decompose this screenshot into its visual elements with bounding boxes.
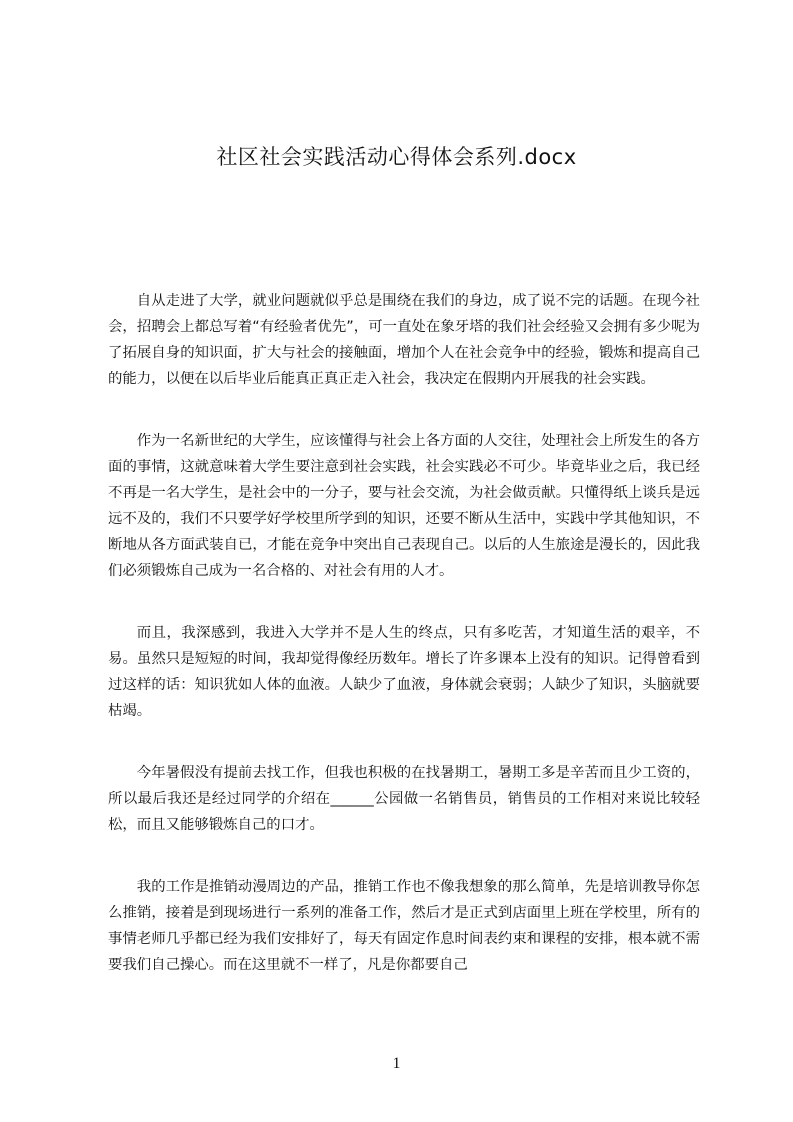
paragraph-1: 自从走进了大学，就业问题就似乎总是围绕在我们的身边，成了说不完的话题。在现今社会，招聘会上都总写着“有经验者优先”，可一直处在象牙塔的我们社会经验又会拥有多少呢为了拓展自身的知识面，扩大与社会的接触面，增加个人在社会竞争中的经验，锻炼和提高自己的能力，以便在以后毕业后能真正真正走入社会，我决定在假期内开展我的社会实践。 <box>108 293 700 387</box>
page-number: 1 <box>392 1055 401 1072</box>
paragraph-4: 今年暑假没有提前去找工作，但我也积极的在找暑期工，暑期工多是辛苦而且少工资的，所以最后我还是经过同学的介绍在______公园做一名销售员，销售员的工作相对来说比较轻松，而且又能够锻炼自己的口才。 <box>108 765 700 833</box>
document-title: 社区社会实践活动心得体会系列.docx <box>216 145 577 169</box>
paragraph-2: 作为一名新世纪的大学生，应该懂得与社会上各方面的人交往，处理社会上所发生的各方面的事情，这就意味着大学生要注意到社会实践，社会实践必不可少。毕竟毕业之后，我已经不再是一名大学生，是社会中的一分子，要与社会交流，为社会做贡献。只懂得纸上谈兵是远远不及的，我们不只要学好学校里所学到的知识，还要不断从生活中，实践中学其他知识，不断地从各方面武装自已，才能在竞争中突出自己表现自己。以后的人生旅途是漫长的，因此我们必须锻炼自己成为一名合格的、对社会有用的人才。 <box>108 433 700 579</box>
paragraph-5: 我的工作是推销动漫周边的产品，推销工作也不像我想象的那么简单，先是培训教导你怎么推销，接着是到现场进行一系列的准备工作，然后才是正式到店面里上班在学校里，所有的事情老师几乎都已经为我们安排好了，每天有固定作息时间表约束和课程的安排，根本就不需要我们自己操心。而在这里就不一样了，凡是你都要自己 <box>108 879 700 973</box>
document-body <box>108 288 700 1014</box>
paragraph-3: 而且，我深感到，我进入大学并不是人生的终点，只有多吃苦，才知道生活的艰辛，不易。虽然只是短短的时间，我却觉得像经历数年。增长了许多课本上没有的知识。记得曾看到过这样的话：知识犹如人体的血液。人缺少了血液，身体就会衰弱；人缺少了知识，头脑就要枯竭。 <box>108 625 700 719</box>
